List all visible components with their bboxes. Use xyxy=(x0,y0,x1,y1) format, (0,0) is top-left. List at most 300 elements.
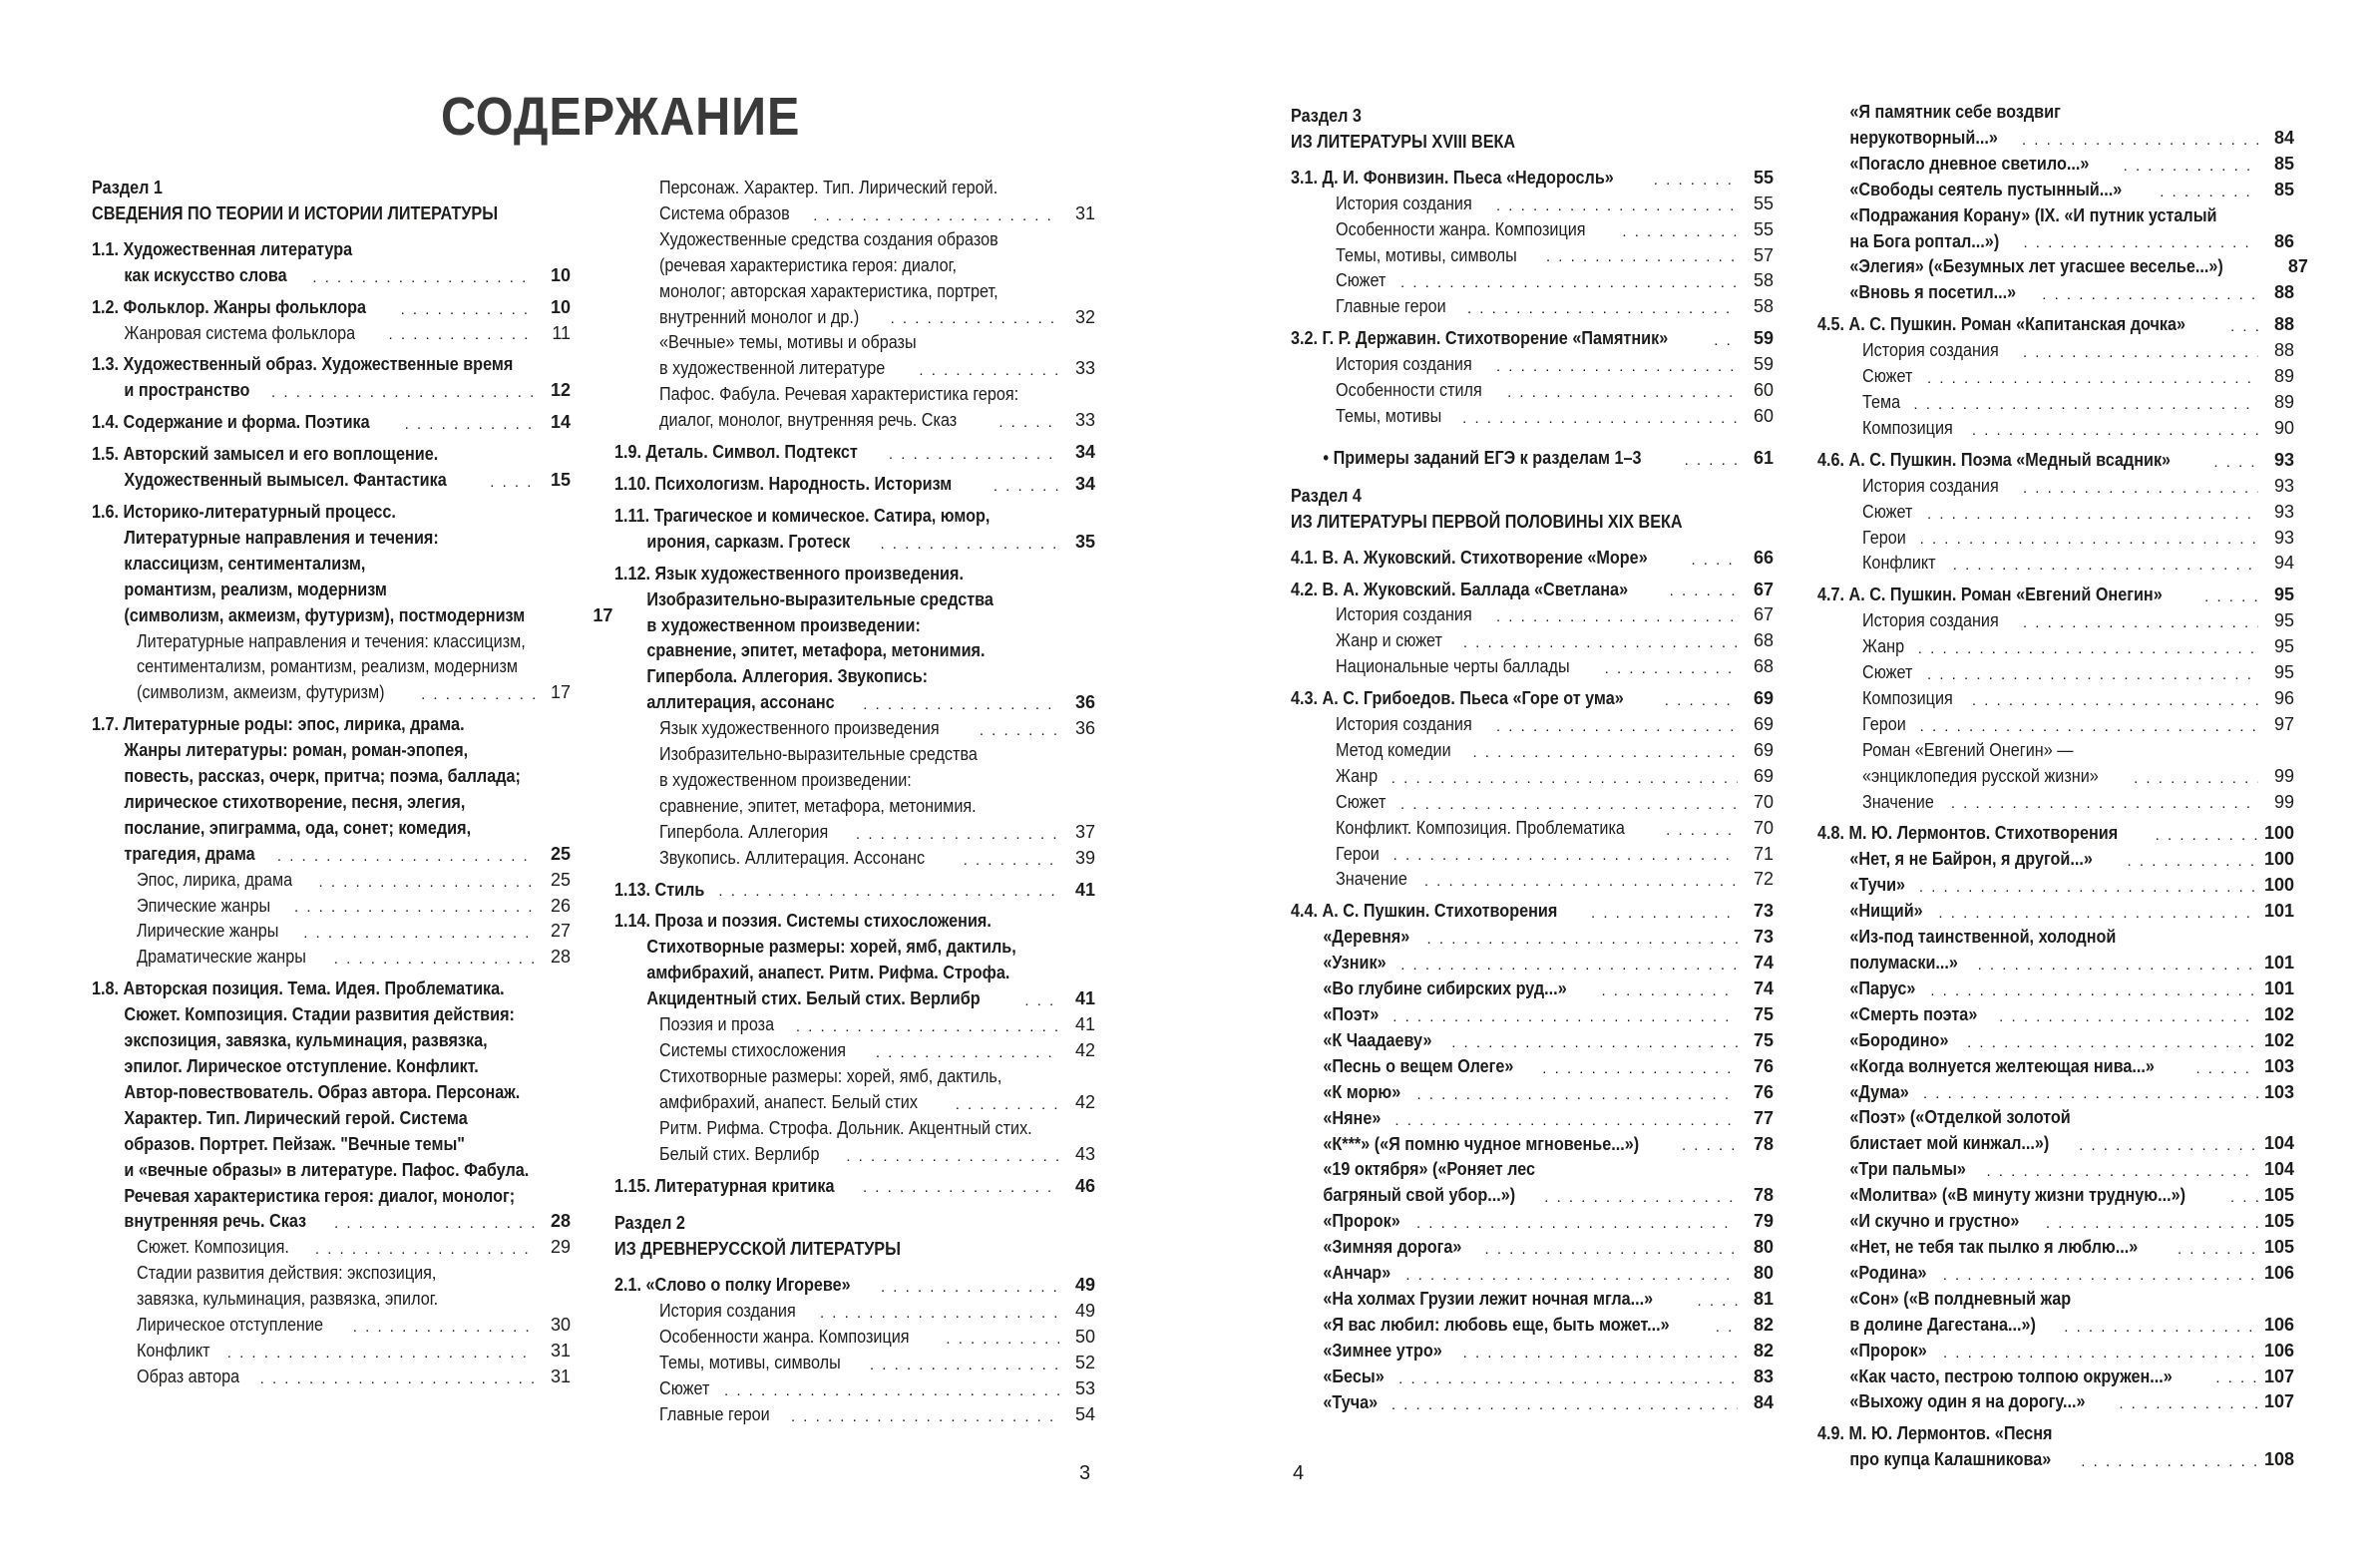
toc-entry[interactable] xyxy=(92,738,571,764)
toc-entry[interactable] xyxy=(1817,1261,2294,1287)
toc-entry-title: Гипербола. Аллегория xyxy=(659,821,829,842)
toc-entry[interactable] xyxy=(1817,976,2294,1002)
toc-entry[interactable] xyxy=(1817,738,2294,764)
toc-entry-page: 76 xyxy=(1753,1081,1774,1102)
toc-entry-page: 105 xyxy=(2263,1211,2294,1232)
toc-entry[interactable] xyxy=(92,468,571,494)
toc-entry[interactable] xyxy=(614,1142,1095,1168)
dot-leader xyxy=(1416,1218,1738,1230)
toc-entry-title: «Вновь я посетил...» xyxy=(1849,282,2017,303)
toc-entry[interactable] xyxy=(614,530,1095,556)
toc-entry[interactable] xyxy=(1291,790,1774,816)
toc-entry[interactable] xyxy=(1817,1002,2294,1028)
toc-entry[interactable] xyxy=(1291,764,1774,790)
toc-entry[interactable] xyxy=(1291,192,1774,217)
toc-entry[interactable] xyxy=(1291,1209,1774,1235)
toc-entry-page: 59 xyxy=(1753,328,1774,349)
toc-entry[interactable] xyxy=(92,263,571,289)
toc-entry[interactable] xyxy=(92,1365,571,1390)
toc-entry-title: «Когда волнуется желтеющая нива...» xyxy=(1849,1055,2155,1076)
toc-entry[interactable] xyxy=(1817,899,2294,925)
dot-leader xyxy=(2230,321,2258,333)
toc-entry[interactable] xyxy=(614,1273,1095,1299)
section-title: ИЗ ДРЕВНЕРУССКОЙ ЛИТЕРАТУРЫ xyxy=(614,1239,901,1260)
toc-entry[interactable] xyxy=(1291,738,1774,764)
toc-entry[interactable] xyxy=(1817,416,2294,442)
toc-entry[interactable] xyxy=(92,410,571,436)
dot-leader xyxy=(1999,1011,2258,1023)
toc-entry-title: Тема xyxy=(1862,391,1901,412)
toc-entry[interactable] xyxy=(92,295,571,321)
toc-entry[interactable] xyxy=(614,909,1095,935)
toc-entry-title: Литературные направления и течения: классицизм, xyxy=(137,630,526,651)
toc-entry[interactable] xyxy=(92,919,571,945)
toc-entry-title: История создания xyxy=(1336,193,1472,213)
toc-entry[interactable] xyxy=(1817,526,2294,552)
dot-leader xyxy=(334,954,535,966)
toc-entry-page: 69 xyxy=(1753,714,1774,735)
toc-entry-title: 1.14. Проза и поэзия. Системы стихосложения. xyxy=(614,911,992,932)
toc-entry[interactable] xyxy=(1817,229,2294,255)
toc-entry[interactable] xyxy=(614,279,1095,305)
toc-entry[interactable] xyxy=(92,629,571,655)
dot-leader xyxy=(1393,850,1738,862)
toc-entry[interactable] xyxy=(1817,1287,2294,1313)
toc-entry[interactable] xyxy=(614,1116,1095,1142)
toc-entry[interactable] xyxy=(1817,338,2294,364)
toc-entry[interactable] xyxy=(92,526,571,552)
toc-entry-page: 39 xyxy=(1074,847,1095,868)
toc-entry-page: 66 xyxy=(1753,547,1774,568)
toc-entry[interactable] xyxy=(1291,1390,1774,1416)
toc-entry-title: Значение xyxy=(1862,791,1934,812)
toc-entry-page: 68 xyxy=(1753,656,1774,677)
toc-entry[interactable] xyxy=(92,680,571,706)
toc-entry[interactable] xyxy=(1817,873,2294,899)
toc-entry[interactable] xyxy=(92,1132,571,1158)
toc-entry[interactable] xyxy=(614,1299,1095,1325)
toc-entry[interactable] xyxy=(92,1261,571,1287)
toc-entry[interactable] xyxy=(1291,326,1774,352)
toc-entry-title: Поэзия и проза xyxy=(659,1014,775,1035)
toc-entry[interactable] xyxy=(92,945,571,971)
toc-entry-page: 58 xyxy=(1753,270,1774,291)
toc-entry[interactable] xyxy=(614,664,1095,690)
toc-entry-title: «энциклопедия русской жизни» xyxy=(1862,765,2099,786)
dot-leader xyxy=(1496,200,1738,212)
toc-entry[interactable] xyxy=(614,1325,1095,1351)
toc-entry[interactable] xyxy=(614,935,1095,961)
toc-entry[interactable] xyxy=(614,986,1095,1012)
toc-entry[interactable] xyxy=(1817,1339,2294,1365)
toc-entry[interactable] xyxy=(92,712,571,738)
toc-entry[interactable] xyxy=(92,1287,571,1313)
toc-entry[interactable] xyxy=(1817,1389,2294,1415)
toc-entry[interactable] xyxy=(92,352,571,378)
toc-entry-title: «Поэт» xyxy=(1323,1004,1380,1024)
toc-entry[interactable] xyxy=(614,1351,1095,1376)
toc-entry-page: 17 xyxy=(593,604,613,625)
toc-entry[interactable] xyxy=(614,1402,1095,1428)
toc-entry[interactable] xyxy=(614,716,1095,742)
toc-entry[interactable] xyxy=(92,442,571,468)
toc-entry-title: Система образов xyxy=(659,202,790,223)
toc-entry[interactable] xyxy=(614,472,1095,498)
toc-entry[interactable] xyxy=(1817,551,2294,577)
toc-entry[interactable] xyxy=(1817,660,2294,686)
toc-entry[interactable] xyxy=(92,1054,571,1080)
toc-entry[interactable] xyxy=(1291,628,1774,654)
toc-entry[interactable] xyxy=(1817,126,2294,152)
toc-entry[interactable] xyxy=(1291,1080,1774,1106)
toc-entry-page: 93 xyxy=(2273,449,2294,470)
toc-entry[interactable] xyxy=(1817,583,2294,608)
toc-entry-page: 71 xyxy=(1753,843,1774,864)
toc-entry-title: (речевая характеристика героя: диалог, xyxy=(659,254,958,275)
toc-entry[interactable] xyxy=(1291,899,1774,925)
toc-entry[interactable] xyxy=(1817,364,2294,390)
dot-leader xyxy=(227,1348,535,1360)
toc-entry[interactable] xyxy=(92,842,571,868)
toc-entry[interactable] xyxy=(614,1090,1095,1116)
toc-entry[interactable] xyxy=(1817,608,2294,634)
toc-entry[interactable] xyxy=(1291,1132,1774,1158)
toc-entry-title: завязка, кульминация, развязка, эпилог. xyxy=(137,1289,439,1310)
dot-leader xyxy=(2046,1218,2258,1230)
toc-entry[interactable] xyxy=(1291,1028,1774,1054)
toc-entry-title: 1.13. Стиль xyxy=(614,879,705,900)
toc-entry[interactable] xyxy=(1817,925,2294,951)
toc-entry-title: «19 октября» («Роняет лес xyxy=(1323,1159,1536,1180)
dot-leader xyxy=(1918,643,2258,655)
toc-entry[interactable] xyxy=(92,1184,571,1210)
toc-entry[interactable] xyxy=(1291,166,1774,192)
toc-entry[interactable] xyxy=(1291,294,1774,320)
toc-entry[interactable] xyxy=(1817,390,2294,416)
toc-entry[interactable] xyxy=(1291,686,1774,712)
toc-entry[interactable] xyxy=(92,378,571,404)
toc-entry[interactable] xyxy=(1817,203,2294,229)
toc-entry-title: Акцидентный стих. Белый стих. Верлибр xyxy=(646,988,981,1009)
toc-entry[interactable] xyxy=(614,1376,1095,1402)
toc-entry[interactable] xyxy=(614,820,1095,846)
toc-entry[interactable] xyxy=(92,237,571,263)
toc-entry-title: (символизм, акмеизм, футуризм), постмодернизм xyxy=(124,604,526,625)
dot-leader xyxy=(2215,1372,2258,1384)
toc-entry-title: «Туча» xyxy=(1323,1391,1379,1412)
toc-entry[interactable] xyxy=(1817,764,2294,790)
toc-entry[interactable] xyxy=(92,552,571,578)
toc-entry-page: 84 xyxy=(1753,1391,1774,1412)
toc-entry-page: 60 xyxy=(1753,405,1774,426)
toc-entry[interactable] xyxy=(614,613,1095,639)
toc-entry-title: Автор-повествователь. Образ автора. Персонаж. xyxy=(124,1081,521,1102)
toc-entry[interactable] xyxy=(1817,178,2294,203)
toc-entry-page: 90 xyxy=(2273,417,2294,438)
toc-entry[interactable] xyxy=(1291,976,1774,1002)
toc-entry[interactable] xyxy=(614,176,1095,201)
dot-leader xyxy=(1546,251,1738,263)
dot-leader xyxy=(1698,1296,1739,1308)
dot-leader xyxy=(1920,721,2258,733)
toc-entry-title: Стадии развития действия: экспозиция, xyxy=(137,1263,437,1284)
toc-entry[interactable] xyxy=(92,894,571,920)
toc-entry-title: «Дума» xyxy=(1849,1081,1909,1102)
toc-entry[interactable] xyxy=(1291,1235,1774,1261)
dot-leader xyxy=(1391,1399,1738,1411)
toc-entry[interactable] xyxy=(614,587,1095,613)
toc-entry-page: 108 xyxy=(2263,1449,2294,1470)
dot-leader xyxy=(870,1360,1059,1371)
dot-leader xyxy=(1507,387,1738,399)
toc-entry-title: «Выхожу один я на дорогу...» xyxy=(1849,1391,2086,1412)
toc-entry[interactable] xyxy=(1291,842,1774,868)
toc-entry[interactable] xyxy=(1291,404,1774,430)
toc-entry-title: Гипербола. Аллегория. Звукопись: xyxy=(646,666,929,687)
dot-leader xyxy=(1463,1348,1738,1360)
toc-entry[interactable] xyxy=(92,1313,571,1339)
toc-entry[interactable] xyxy=(1817,1028,2294,1054)
dot-leader xyxy=(1919,882,2258,894)
toc-entry-title: 1.8. Авторская позиция. Тема. Идея. Проблематика. xyxy=(92,978,505,999)
toc-entry[interactable] xyxy=(1817,1105,2294,1131)
toc-entry[interactable] xyxy=(92,1080,571,1106)
toc-entry[interactable] xyxy=(92,816,571,842)
toc-entry[interactable] xyxy=(1817,100,2294,126)
toc-entry-page: 75 xyxy=(1753,1004,1774,1024)
toc-entry[interactable] xyxy=(1817,1235,2294,1261)
toc-entry[interactable] xyxy=(92,578,571,603)
section-title: ИЗ ЛИТЕРАТУРЫ ПЕРВОЙ ПОЛОВИНЫ XIX ВЕКА xyxy=(1291,511,1683,532)
dot-leader xyxy=(2134,773,2258,785)
toc-entry[interactable] xyxy=(92,1106,571,1132)
toc-entry-page: 54 xyxy=(1074,1403,1095,1424)
toc-entry[interactable] xyxy=(1817,1209,2294,1235)
dot-leader xyxy=(889,449,1059,461)
toc-entry[interactable] xyxy=(1291,243,1774,269)
toc-entry-title: Жанр и сюжет xyxy=(1336,630,1442,651)
toc-entry[interactable] xyxy=(1291,1365,1774,1390)
toc-entry[interactable] xyxy=(92,764,571,790)
toc-entry-title: Национальные черты баллады xyxy=(1336,656,1570,677)
toc-entry[interactable] xyxy=(1817,1157,2294,1183)
toc-entry[interactable] xyxy=(614,253,1095,279)
toc-entry[interactable] xyxy=(614,330,1095,356)
toc-column-3 xyxy=(1291,104,1774,1416)
toc-entry[interactable] xyxy=(614,1174,1095,1200)
dot-leader xyxy=(2156,830,2258,842)
toc-entry[interactable] xyxy=(1291,1313,1774,1339)
toc-entry[interactable] xyxy=(614,638,1095,664)
toc-entry-title: Темы, мотивы, символы xyxy=(659,1352,841,1372)
toc-entry-title: 1.3. Художественный образ. Художественные время xyxy=(92,354,514,375)
toc-entry[interactable] xyxy=(92,976,571,1002)
toc-entry[interactable] xyxy=(92,500,571,526)
toc-entry-page: 107 xyxy=(2263,1391,2294,1412)
toc-entry[interactable] xyxy=(614,768,1095,794)
toc-entry-page: 101 xyxy=(2263,953,2294,973)
toc-entry[interactable] xyxy=(92,868,571,894)
toc-entry[interactable] xyxy=(1817,1421,2294,1447)
toc-entry[interactable] xyxy=(614,961,1095,986)
toc-entry[interactable] xyxy=(614,382,1095,408)
toc-entry[interactable] xyxy=(1817,712,2294,738)
toc-entry[interactable] xyxy=(1817,951,2294,976)
toc-entry-title: классицизм, сентиментализм, xyxy=(124,553,366,574)
toc-entry[interactable] xyxy=(1817,1447,2294,1473)
toc-entry-title: 1.10. Психологизм. Народность. Историзм xyxy=(614,473,953,494)
dot-leader xyxy=(1622,226,1738,238)
toc-entry-title: на Бога роптал...») xyxy=(1849,230,2000,251)
toc-entry-title: «Родина» xyxy=(1849,1262,1927,1283)
toc-entry-page: 55 xyxy=(1753,167,1774,188)
dot-leader xyxy=(2230,1192,2258,1204)
toc-entry[interactable] xyxy=(614,1064,1095,1090)
toc-entry-page: 105 xyxy=(2263,1236,2294,1257)
toc-entry[interactable] xyxy=(92,603,613,629)
dot-leader xyxy=(1463,637,1738,649)
toc-entry[interactable] xyxy=(614,846,1095,872)
toc-entry-page: 104 xyxy=(2263,1133,2294,1154)
toc-entry[interactable] xyxy=(1291,951,1774,976)
dot-leader xyxy=(1462,413,1738,425)
toc-entry-title: Системы стихосложения xyxy=(659,1040,847,1060)
toc-entry-page: 89 xyxy=(2273,391,2294,412)
toc-entry[interactable] xyxy=(1291,1157,1774,1183)
toc-entry[interactable] xyxy=(614,1038,1095,1064)
toc-entry-page: 55 xyxy=(1753,218,1774,239)
toc-entry[interactable] xyxy=(1291,654,1774,680)
toc-entry[interactable] xyxy=(614,305,1095,331)
toc-entry-title: аллитерация, ассонанс xyxy=(646,692,835,713)
toc-entry[interactable] xyxy=(1817,1054,2294,1080)
toc-entry[interactable] xyxy=(1291,1002,1774,1028)
toc-entry[interactable] xyxy=(614,227,1095,253)
toc-entry[interactable] xyxy=(1291,217,1774,243)
toc-entry-title: «Из-под таинственной, холодной xyxy=(1849,927,2117,948)
toc-entry[interactable] xyxy=(1817,1080,2294,1106)
toc-entry[interactable] xyxy=(1291,378,1774,404)
toc-entry[interactable] xyxy=(614,408,1095,434)
dot-leader xyxy=(2023,617,2258,629)
toc-entry[interactable] xyxy=(1817,686,2294,712)
dot-leader xyxy=(277,851,535,863)
toc-entry[interactable] xyxy=(614,878,1095,904)
toc-entry-title: Белый стих. Верлибр xyxy=(659,1143,820,1164)
dot-leader xyxy=(1654,175,1738,187)
toc-entry[interactable] xyxy=(1291,1339,1774,1365)
toc-entry[interactable] xyxy=(92,790,571,816)
toc-entry[interactable] xyxy=(1291,1106,1774,1132)
toc-entry[interactable] xyxy=(614,1012,1095,1038)
dot-leader xyxy=(1542,1063,1738,1075)
toc-entry-title: Драматические жанры xyxy=(137,947,306,968)
dot-leader xyxy=(2023,237,2258,249)
toc-entry[interactable] xyxy=(1291,1183,1774,1209)
dot-leader xyxy=(863,1182,1059,1194)
toc-entry-title: «На холмах Грузии лежит ночная мгла...» xyxy=(1323,1288,1654,1309)
toc-entry-page: 42 xyxy=(1074,1091,1095,1112)
toc-entry[interactable] xyxy=(1817,1365,2294,1390)
toc-entry-title: «Как часто, пестрою толпою окружен...» xyxy=(1849,1366,2173,1386)
toc-entry-page: 103 xyxy=(2263,1055,2294,1076)
dot-leader xyxy=(1682,1140,1738,1152)
toc-entry[interactable] xyxy=(92,1235,571,1261)
toc-entry[interactable] xyxy=(614,356,1095,382)
toc-entry-title: «К Чаадаеву» xyxy=(1323,1029,1432,1050)
toc-entry[interactable] xyxy=(614,794,1095,820)
toc-entry[interactable] xyxy=(1291,446,1774,472)
toc-entry[interactable] xyxy=(1291,816,1774,842)
toc-entry[interactable] xyxy=(1291,352,1774,378)
toc-entry[interactable] xyxy=(1817,152,2294,178)
toc-entry[interactable] xyxy=(1817,474,2294,500)
toc-entry[interactable] xyxy=(1291,268,1774,294)
toc-entry-page: 106 xyxy=(2263,1314,2294,1335)
toc-entry-title: Герои xyxy=(1336,843,1380,864)
toc-entry-page: 36 xyxy=(1074,718,1095,739)
toc-entry[interactable] xyxy=(1817,254,2308,280)
toc-entry-page: 69 xyxy=(1753,739,1774,760)
toc-entry-title: «Подражания Корану» (IX. «И путник усталый xyxy=(1849,204,2217,225)
toc-entry-title: Особенности жанра. Композиция xyxy=(659,1327,910,1348)
toc-entry[interactable] xyxy=(1291,1261,1774,1287)
toc-entry[interactable] xyxy=(92,1002,571,1028)
dot-leader xyxy=(2128,856,2258,868)
toc-entry[interactable] xyxy=(1291,712,1774,738)
toc-entry[interactable] xyxy=(1291,867,1774,893)
toc-entry[interactable] xyxy=(92,654,571,680)
toc-entry[interactable] xyxy=(614,562,1095,587)
toc-entry[interactable] xyxy=(92,1158,571,1184)
toc-entry[interactable] xyxy=(614,504,1095,530)
toc-entry[interactable] xyxy=(92,321,571,347)
toc-entry[interactable] xyxy=(1817,500,2294,526)
toc-entry[interactable] xyxy=(1817,312,2294,338)
toc-entry[interactable] xyxy=(1817,790,2294,816)
toc-entry[interactable] xyxy=(1291,1054,1774,1080)
dot-leader xyxy=(1467,303,1738,315)
toc-entry-page: 17 xyxy=(550,682,571,703)
toc-entry[interactable] xyxy=(1817,448,2294,474)
toc-entry[interactable] xyxy=(614,742,1095,768)
toc-entry[interactable] xyxy=(1817,280,2294,306)
toc-entry[interactable] xyxy=(614,690,1095,716)
toc-entry[interactable] xyxy=(1817,1313,2294,1339)
toc-entry-title: Жанровая система фольклора xyxy=(124,322,356,343)
toc-entry[interactable] xyxy=(1291,1287,1774,1313)
toc-entry[interactable] xyxy=(1817,847,2294,873)
toc-entry[interactable] xyxy=(1291,578,1774,603)
dot-leader xyxy=(334,1218,535,1230)
toc-column-1 xyxy=(92,176,613,1390)
dot-leader xyxy=(1953,560,2258,572)
toc-entry[interactable] xyxy=(1817,821,2294,847)
toc-entry[interactable] xyxy=(1291,546,1774,572)
dot-leader xyxy=(1920,534,2258,546)
toc-entry[interactable] xyxy=(92,1339,571,1365)
toc-entry[interactable] xyxy=(1817,1131,2294,1157)
toc-entry[interactable] xyxy=(92,1209,571,1235)
toc-entry[interactable] xyxy=(614,440,1095,466)
toc-entry-page: 106 xyxy=(2263,1340,2294,1361)
toc-entry[interactable] xyxy=(614,201,1095,227)
toc-entry[interactable] xyxy=(1291,925,1774,951)
toc-entry[interactable] xyxy=(1817,634,2294,660)
toc-entry[interactable] xyxy=(92,1028,571,1054)
toc-entry[interactable] xyxy=(1291,602,1774,628)
toc-entry[interactable] xyxy=(1817,1183,2294,1209)
